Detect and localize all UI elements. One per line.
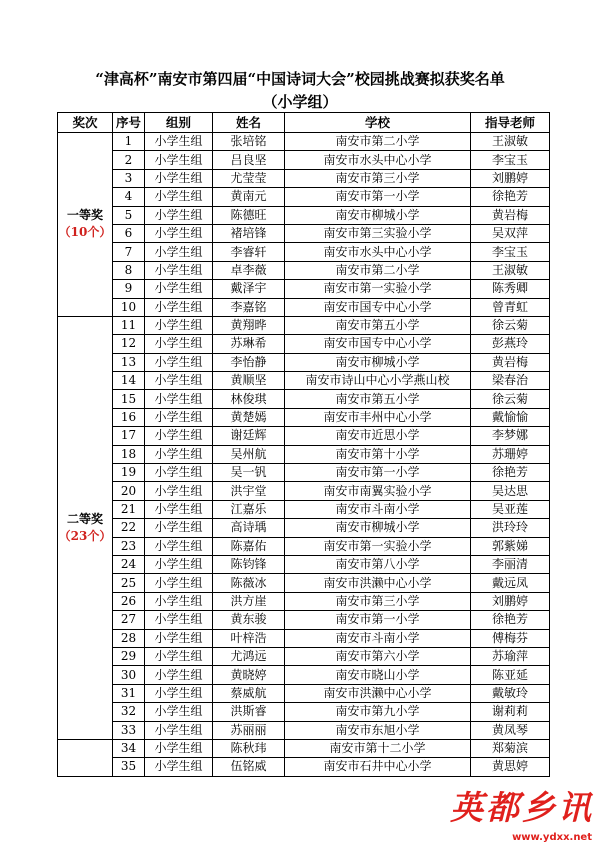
cell-name: 黄翔晔: [213, 316, 285, 334]
cell-no: 2: [113, 151, 145, 169]
table-row: [58, 647, 550, 665]
table-row: [58, 335, 550, 353]
table-row: [58, 537, 550, 555]
cell-school: 南安市斗南小学: [285, 629, 471, 647]
table-row: [58, 261, 550, 279]
table-row: [58, 169, 550, 187]
cell-name: 陈薇冰: [213, 574, 285, 592]
cell-name: 尤鸿远: [213, 647, 285, 665]
watermark-url: www.ydxx.net: [512, 832, 592, 843]
cell-name: 苏丽丽: [213, 721, 285, 739]
cell-name: 谢廷辉: [213, 427, 285, 445]
table-row: [58, 445, 550, 463]
table-row: [58, 666, 550, 684]
cell-name: 叶梓浩: [213, 629, 285, 647]
header-group: 组别: [145, 113, 213, 133]
cell-school: 南安市国专中心小学: [285, 335, 471, 353]
cell-group: 小学生组: [145, 519, 213, 537]
table-row: [58, 684, 550, 702]
cell-teacher: 傅梅芬: [471, 629, 550, 647]
cell-school: 南安市第二小学: [285, 261, 471, 279]
award-count: （23个）: [58, 528, 112, 543]
cell-name: 李睿轩: [213, 243, 285, 261]
header-teacher: 指导老师: [471, 113, 550, 133]
cell-group: 小学生组: [145, 647, 213, 665]
cell-name: 褚培锋: [213, 224, 285, 242]
cell-no: 22: [113, 519, 145, 537]
cell-school: 南安市南翼实验小学: [285, 482, 471, 500]
cell-teacher: 陈秀卿: [471, 280, 550, 298]
cell-teacher: 彭燕玲: [471, 335, 550, 353]
cell-teacher: 黄岩梅: [471, 353, 550, 371]
header-school: 学校: [285, 113, 471, 133]
cell-no: 14: [113, 372, 145, 390]
cell-teacher: 徐云菊: [471, 316, 550, 334]
cell-school: 南安市柳城小学: [285, 353, 471, 371]
table-row: [58, 372, 550, 390]
table-row: [58, 464, 550, 482]
cell-school: 南安市丰州中心小学: [285, 408, 471, 426]
cell-teacher: 吴双萍: [471, 224, 550, 242]
cell-group: 小学生组: [145, 151, 213, 169]
cell-group: 小学生组: [145, 739, 213, 757]
award-cell: [58, 739, 113, 776]
table-row: [58, 703, 550, 721]
results-table: [57, 112, 550, 777]
cell-teacher: 谢莉莉: [471, 703, 550, 721]
cell-name: 黄南元: [213, 188, 285, 206]
cell-name: 伍铭威: [213, 758, 285, 776]
cell-teacher: 吴亚莲: [471, 500, 550, 518]
cell-no: 15: [113, 390, 145, 408]
cell-no: 23: [113, 537, 145, 555]
cell-school: 南安市柳城小学: [285, 519, 471, 537]
cell-school: 南安市第一实验小学: [285, 537, 471, 555]
cell-no: 7: [113, 243, 145, 261]
cell-name: 吕良坚: [213, 151, 285, 169]
document-title: “津高杯”南安市第四届“中国诗词大会”校园挑战赛拟获奖名单: [95, 70, 505, 88]
cell-no: 27: [113, 611, 145, 629]
cell-school: 南安市石井中心小学: [285, 758, 471, 776]
cell-school: 南安市第五小学: [285, 316, 471, 334]
table-row: [58, 224, 550, 242]
document-subtitle: （小学组）: [262, 93, 338, 111]
table-row: [58, 188, 550, 206]
cell-school: 南安市晓山小学: [285, 666, 471, 684]
cell-school: 南安市柳城小学: [285, 206, 471, 224]
cell-name: 洪宇堂: [213, 482, 285, 500]
cell-teacher: 郑菊滨: [471, 739, 550, 757]
table-row: [58, 206, 550, 224]
cell-name: 林俊琪: [213, 390, 285, 408]
cell-group: 小学生组: [145, 206, 213, 224]
cell-school: 南安市国专中心小学: [285, 298, 471, 316]
cell-group: 小学生组: [145, 224, 213, 242]
cell-group: 小学生组: [145, 464, 213, 482]
cell-group: 小学生组: [145, 500, 213, 518]
header-row: [58, 113, 550, 133]
cell-group: 小学生组: [145, 408, 213, 426]
award-label: 二等奖: [66, 511, 103, 526]
table-row: [58, 151, 550, 169]
table-row: [58, 408, 550, 426]
cell-no: 17: [113, 427, 145, 445]
award-label: 一等奖: [66, 208, 103, 223]
table-row: [58, 555, 550, 573]
cell-group: 小学生组: [145, 666, 213, 684]
table-row: [58, 519, 550, 537]
cell-no: 29: [113, 647, 145, 665]
cell-name: 戴泽宇: [213, 280, 285, 298]
cell-group: 小学生组: [145, 390, 213, 408]
table-row: [58, 500, 550, 518]
cell-name: 苏琳希: [213, 335, 285, 353]
cell-no: 11: [113, 316, 145, 334]
cell-group: 小学生组: [145, 611, 213, 629]
cell-teacher: 李宝玉: [471, 151, 550, 169]
cell-group: 小学生组: [145, 335, 213, 353]
cell-school: 南安市第三小学: [285, 592, 471, 610]
table-row: [58, 721, 550, 739]
cell-no: 28: [113, 629, 145, 647]
table-row: [58, 298, 550, 316]
cell-school: 南安市斗南小学: [285, 500, 471, 518]
cell-teacher: 黄岩梅: [471, 206, 550, 224]
cell-no: 9: [113, 280, 145, 298]
table-row: [58, 611, 550, 629]
cell-no: 13: [113, 353, 145, 371]
cell-school: 南安市第一实验小学: [285, 280, 471, 298]
cell-no: 30: [113, 666, 145, 684]
cell-school: 南安市诗山中心小学燕山校: [285, 372, 471, 390]
cell-teacher: 戴愉愉: [471, 408, 550, 426]
cell-group: 小学生组: [145, 372, 213, 390]
cell-teacher: 徐云菊: [471, 390, 550, 408]
cell-teacher: 陈亚延: [471, 666, 550, 684]
cell-name: 陈秋玮: [213, 739, 285, 757]
table-row: [58, 243, 550, 261]
cell-name: 卓李薇: [213, 261, 285, 279]
cell-no: 10: [113, 298, 145, 316]
cell-no: 35: [113, 758, 145, 776]
cell-group: 小学生组: [145, 445, 213, 463]
cell-teacher: 郭紫娣: [471, 537, 550, 555]
cell-group: 小学生组: [145, 482, 213, 500]
cell-school: 南安市第一小学: [285, 188, 471, 206]
cell-school: 南安市第二小学: [285, 133, 471, 151]
cell-teacher: 黄凤琴: [471, 721, 550, 739]
cell-school: 南安市第八小学: [285, 555, 471, 573]
cell-group: 小学生组: [145, 574, 213, 592]
cell-no: 12: [113, 335, 145, 353]
table-row: [58, 739, 550, 757]
table-row: [58, 353, 550, 371]
cell-school: 南安市第十小学: [285, 445, 471, 463]
cell-group: 小学生组: [145, 298, 213, 316]
cell-teacher: 刘鹏婷: [471, 592, 550, 610]
header-award: 奖次: [58, 113, 113, 133]
cell-name: 陈德旺: [213, 206, 285, 224]
cell-no: 3: [113, 169, 145, 187]
cell-teacher: 王淑敏: [471, 133, 550, 151]
cell-no: 5: [113, 206, 145, 224]
cell-no: 19: [113, 464, 145, 482]
table-row: [58, 574, 550, 592]
table-row: [58, 390, 550, 408]
cell-no: 6: [113, 224, 145, 242]
cell-name: 陈嘉佑: [213, 537, 285, 555]
cell-teacher: 苏珊婷: [471, 445, 550, 463]
cell-no: 18: [113, 445, 145, 463]
cell-name: 李怡静: [213, 353, 285, 371]
header-number: 序号: [113, 113, 145, 133]
cell-name: 张培铭: [213, 133, 285, 151]
cell-name: 蔡威航: [213, 684, 285, 702]
cell-no: 24: [113, 555, 145, 573]
cell-name: 黄楚嫣: [213, 408, 285, 426]
cell-teacher: 王淑敏: [471, 261, 550, 279]
cell-school: 南安市洪濑中心小学: [285, 574, 471, 592]
cell-school: 南安市第一小学: [285, 464, 471, 482]
cell-school: 南安市第五小学: [285, 390, 471, 408]
cell-no: 33: [113, 721, 145, 739]
cell-group: 小学生组: [145, 316, 213, 334]
cell-no: 34: [113, 739, 145, 757]
cell-no: 32: [113, 703, 145, 721]
cell-teacher: 徐艳芳: [471, 188, 550, 206]
cell-teacher: 苏瑜萍: [471, 647, 550, 665]
cell-name: 江嘉乐: [213, 500, 285, 518]
cell-teacher: 徐艳芳: [471, 464, 550, 482]
cell-name: 陈钧锋: [213, 555, 285, 573]
cell-teacher: 李丽清: [471, 555, 550, 573]
cell-school: 南安市洪濑中心小学: [285, 684, 471, 702]
cell-no: 1: [113, 133, 145, 151]
cell-no: 16: [113, 408, 145, 426]
cell-name: 尤莹莹: [213, 169, 285, 187]
table-row: [58, 629, 550, 647]
award-cell: [58, 133, 113, 317]
cell-name: 吴州航: [213, 445, 285, 463]
table-header: [58, 113, 550, 133]
table-row: [58, 592, 550, 610]
cell-group: 小学生组: [145, 133, 213, 151]
cell-no: 26: [113, 592, 145, 610]
cell-no: 8: [113, 261, 145, 279]
cell-name: 高诗瑀: [213, 519, 285, 537]
cell-teacher: 戴敏玲: [471, 684, 550, 702]
cell-group: 小学生组: [145, 758, 213, 776]
cell-group: 小学生组: [145, 353, 213, 371]
cell-name: 黄顺坚: [213, 372, 285, 390]
cell-no: 25: [113, 574, 145, 592]
cell-group: 小学生组: [145, 243, 213, 261]
cell-teacher: 李宝玉: [471, 243, 550, 261]
cell-teacher: 戴远凤: [471, 574, 550, 592]
cell-teacher: 徐艳芳: [471, 611, 550, 629]
table-row: [58, 427, 550, 445]
cell-group: 小学生组: [145, 537, 213, 555]
cell-teacher: 梁春治: [471, 372, 550, 390]
cell-group: 小学生组: [145, 629, 213, 647]
cell-group: 小学生组: [145, 427, 213, 445]
table-row: [58, 758, 550, 776]
cell-group: 小学生组: [145, 261, 213, 279]
cell-school: 南安市第十二小学: [285, 739, 471, 757]
cell-teacher: 李梦娜: [471, 427, 550, 445]
table-row: [58, 482, 550, 500]
cell-teacher: 黄思婷: [471, 758, 550, 776]
table-row: [58, 280, 550, 298]
cell-no: 20: [113, 482, 145, 500]
cell-name: 黄晓婷: [213, 666, 285, 684]
cell-school: 南安市第九小学: [285, 703, 471, 721]
award-count: （10个）: [58, 225, 112, 240]
cell-group: 小学生组: [145, 280, 213, 298]
cell-no: 31: [113, 684, 145, 702]
cell-group: 小学生组: [145, 188, 213, 206]
cell-group: 小学生组: [145, 721, 213, 739]
cell-school: 南安市第六小学: [285, 647, 471, 665]
cell-name: 吴一钒: [213, 464, 285, 482]
cell-name: 洪方崖: [213, 592, 285, 610]
cell-teacher: 吴达思: [471, 482, 550, 500]
cell-school: 南安市第三实验小学: [285, 224, 471, 242]
cell-group: 小学生组: [145, 169, 213, 187]
award-cell: [58, 316, 113, 739]
cell-teacher: 曾青虹: [471, 298, 550, 316]
cell-group: 小学生组: [145, 703, 213, 721]
watermark-brand-logo: 英都乡讯: [450, 788, 594, 827]
cell-no: 21: [113, 500, 145, 518]
cell-school: 南安市水头中心小学: [285, 243, 471, 261]
results-table-body: [58, 133, 550, 777]
cell-teacher: 刘鹏婷: [471, 169, 550, 187]
cell-school: 南安市水头中心小学: [285, 151, 471, 169]
cell-name: 黄东骏: [213, 611, 285, 629]
cell-school: 南安市近思小学: [285, 427, 471, 445]
cell-no: 4: [113, 188, 145, 206]
cell-school: 南安市东旭小学: [285, 721, 471, 739]
cell-group: 小学生组: [145, 555, 213, 573]
cell-name: 洪斯睿: [213, 703, 285, 721]
table-row: [58, 133, 550, 151]
cell-name: 李嘉铭: [213, 298, 285, 316]
cell-teacher: 洪玲玲: [471, 519, 550, 537]
cell-school: 南安市第一小学: [285, 611, 471, 629]
table-row: [58, 316, 550, 334]
cell-school: 南安市第三小学: [285, 169, 471, 187]
header-name: 姓名: [213, 113, 285, 133]
cell-group: 小学生组: [145, 592, 213, 610]
cell-group: 小学生组: [145, 684, 213, 702]
